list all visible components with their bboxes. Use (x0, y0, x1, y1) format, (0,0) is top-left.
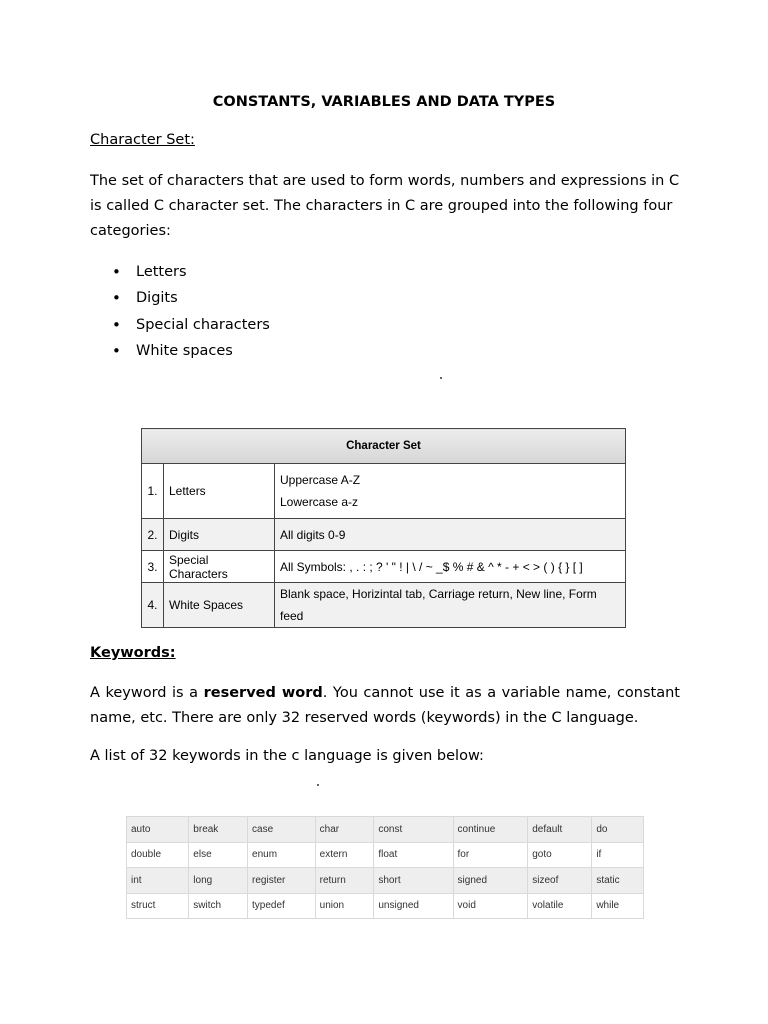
list-item-label: Special characters (136, 316, 270, 333)
row-number: 4. (142, 583, 164, 628)
speck-mark (440, 377, 442, 379)
bullet-icon: • (112, 341, 121, 360)
row-number: 2. (142, 519, 164, 551)
list-item (112, 285, 270, 311)
list-item (112, 338, 270, 364)
character-set-paragraph (90, 169, 680, 244)
keyword-cell: return (315, 868, 374, 894)
keyword-cell: signed (453, 868, 528, 894)
table-row (142, 519, 626, 551)
keyword-cell: extern (315, 842, 374, 868)
keyword-cell: struct (127, 893, 189, 919)
bullet-icon: • (112, 289, 121, 308)
keywords-list-intro: A list of 32 keywords in the c language is given below: (90, 748, 484, 764)
character-category-list (112, 259, 270, 364)
row-number: 3. (142, 551, 164, 583)
keyword-cell: int (127, 868, 189, 894)
keyword-cell: long (189, 868, 248, 894)
keyword-cell: static (592, 868, 644, 894)
keyword-cell: typedef (248, 893, 316, 919)
keyword-cell: sizeof (528, 868, 592, 894)
character-set-heading: Character Set: (90, 132, 195, 148)
bullet-icon: • (112, 263, 121, 281)
keyword-cell: char (315, 817, 374, 843)
keyword-cell: auto (127, 817, 189, 843)
bullet-icon: • (112, 315, 121, 334)
keyword-cell: case (248, 817, 316, 843)
list-item (112, 312, 270, 338)
keyword-cell: for (453, 842, 528, 868)
keyword-cell: continue (453, 817, 528, 843)
keyword-cell: volatile (528, 893, 592, 919)
keyword-cell: if (592, 842, 644, 868)
keyword-cell: void (453, 893, 528, 919)
keyword-cell: unsigned (374, 893, 453, 919)
row-category: White Spaces (164, 583, 275, 628)
paragraph-line: categories: (90, 223, 171, 239)
table-row (127, 817, 644, 843)
paragraph-text: A keyword is a (90, 685, 204, 701)
table-row (127, 842, 644, 868)
keyword-cell: register (248, 868, 316, 894)
paragraph-line: The set of characters that are used to form words, numbers and expressions in C (90, 173, 680, 189)
table-row (142, 583, 626, 628)
row-number: 1. (142, 464, 164, 519)
row-description: Blank space, Horizintal tab, Carriage return, New line, Form feed (275, 583, 626, 628)
keyword-cell: default (528, 817, 592, 843)
keywords-heading: Keywords: (90, 645, 176, 661)
list-item-label: Digits (136, 290, 178, 307)
row-description: All digits 0-9 (275, 519, 626, 551)
description-line: Lowercase a-z (280, 495, 359, 509)
row-description (275, 464, 626, 519)
keyword-cell: const (374, 817, 453, 843)
keyword-cell: union (315, 893, 374, 919)
reserved-word-emphasis: reserved word (203, 685, 323, 701)
keyword-cell: short (374, 868, 453, 894)
row-category: Special Characters (164, 551, 275, 583)
table-row (142, 464, 626, 519)
list-item-label: White spaces (136, 342, 233, 359)
keyword-cell: do (592, 817, 644, 843)
character-set-table (141, 428, 626, 628)
keyword-cell: float (374, 842, 453, 868)
paragraph-text: . You cannot use it as a variable name, constant name, etc. There are only 32 reserved words (keywords) in the C language. (90, 685, 680, 726)
speck-mark (317, 784, 319, 786)
row-category: Digits (164, 519, 275, 551)
row-description: All Symbols: , . : ; ? ' " ! | \ / ~ _$ % # & ^ * - + < > ( ) { } [ ] (275, 551, 626, 583)
keyword-cell: double (127, 842, 189, 868)
keyword-cell: while (592, 893, 644, 919)
keyword-cell: else (189, 842, 248, 868)
paragraph-line: is called C character set. The characters in C are grouped into the following four (90, 198, 673, 214)
table-row (127, 893, 644, 919)
table-row (127, 868, 644, 894)
keyword-cell: switch (189, 893, 248, 919)
list-item-label: Letters (136, 264, 187, 280)
table-header: Character Set (142, 429, 626, 464)
keyword-cell: break (189, 817, 248, 843)
keywords-table (126, 816, 644, 919)
table-row (142, 551, 626, 583)
keywords-paragraph (90, 681, 680, 731)
keyword-cell: enum (248, 842, 316, 868)
page-title: CONSTANTS, VARIABLES AND DATA TYPES (212, 94, 556, 110)
list-item (112, 259, 270, 285)
row-category: Letters (164, 464, 275, 519)
description-line: Uppercase A-Z (280, 473, 361, 487)
keyword-cell: goto (528, 842, 592, 868)
